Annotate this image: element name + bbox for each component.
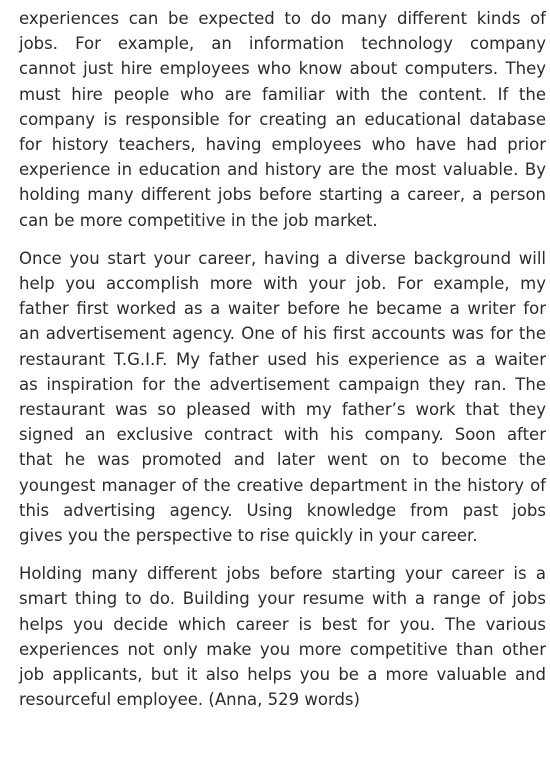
text-line: an advertisement agency. One of his first accounts was for the bbox=[19, 324, 546, 344]
text-line: experience in education and history are the most valuable. By bbox=[19, 160, 546, 180]
text-line: that he was promoted and later went on to become the bbox=[19, 450, 546, 470]
text-line: can be more competitive in the job market. bbox=[19, 210, 378, 230]
text-line: help you accomplish more with your job. For example, my bbox=[19, 274, 546, 294]
text-line: smart thing to do. Building your resume with a range of jobs bbox=[19, 589, 546, 609]
text-line: must hire people who are familiar with the content. If the bbox=[19, 84, 546, 104]
paragraph-gap bbox=[19, 548, 546, 561]
text-line: for history teachers, having employees who have had prior bbox=[19, 135, 546, 155]
text-line: father first worked as a waiter before he became a writer for bbox=[19, 299, 546, 319]
text-line: company is responsible for creating an educational database bbox=[19, 109, 546, 129]
paragraph-3 bbox=[19, 561, 546, 712]
text-line: gives you the perspective to rise quickly in your career. bbox=[19, 526, 478, 546]
text-line: holding many different jobs before starting a career, a person bbox=[19, 185, 546, 205]
text-line: this advertising agency. Using knowledge from past jobs bbox=[19, 500, 546, 520]
text-line: experiences can be expected to do many different kinds of bbox=[19, 9, 546, 28]
text-line: youngest manager of the creative department in the history of bbox=[19, 475, 546, 495]
text-line: Once you start your career, having a diverse background will bbox=[19, 248, 546, 268]
paragraph-1 bbox=[19, 6, 546, 233]
text-line: experiences not only make you more competitive than other bbox=[19, 639, 546, 659]
text-line: jobs. For example, an information technology company bbox=[19, 34, 546, 54]
paragraph-2 bbox=[19, 246, 546, 548]
text-line: restaurant was so pleased with my father’s work that they bbox=[19, 400, 546, 420]
text-line: job applicants, but it also helps you be a more valuable and bbox=[19, 665, 546, 685]
text-line: helps you decide which career is best for you. The various bbox=[19, 614, 546, 634]
text-line: cannot just hire employees who know about computers. They bbox=[19, 59, 546, 79]
text-line: restaurant T.G.I.F. My father used his experience as a waiter bbox=[19, 349, 546, 369]
text-line: Holding many different jobs before starting your career is a bbox=[19, 564, 546, 584]
text-line: signed an exclusive contract with his company. Soon after bbox=[19, 425, 546, 445]
text-line: resourceful employee. (Anna, 529 words) bbox=[19, 690, 360, 710]
essay-text bbox=[19, 6, 546, 712]
paragraph-gap bbox=[19, 233, 546, 246]
text-line: as inspiration for the advertisement campaign they ran. The bbox=[19, 374, 546, 394]
